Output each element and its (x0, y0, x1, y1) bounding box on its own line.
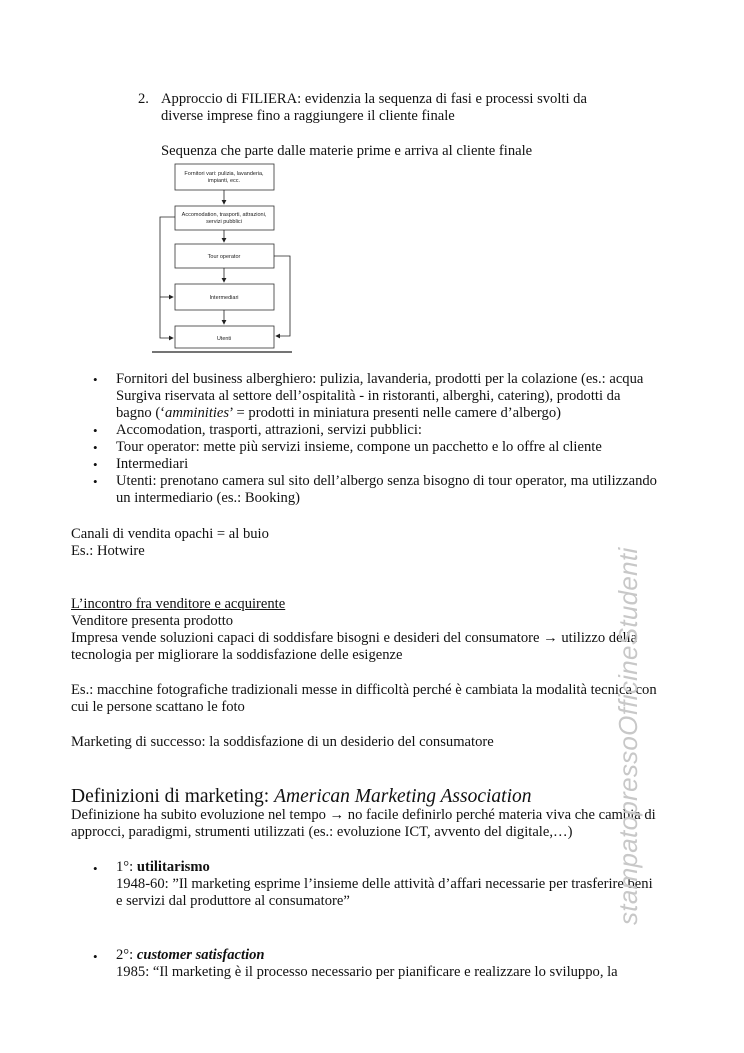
bullet-icon: • (93, 474, 98, 489)
list-number: 2. (138, 91, 149, 107)
diagram-caption: Sequenza che parte dalle materie prime e arriva al cliente finale (161, 143, 533, 159)
watermark (614, 540, 654, 925)
diagram-box-accomodation (175, 206, 274, 230)
list-item: • Fornitori del business alberghiero: pulizia, lavanderia, prodotti per la colazione (es.: acqua Surgiva riservata al settore dell’ospitalità - in ristoranti, alberghi, catering), prodotti da bagno (‘amminities’ = prodotti in miniatura presenti nelle camere d’albergo) (93, 371, 644, 421)
canali-line-1: Canali di vendita opachi = al buio (71, 526, 269, 542)
def1-title: 1°: utilitarismo (116, 859, 210, 875)
bullet-icon: • (93, 372, 98, 387)
section-line-1: Approccio di FILIERA: evidenzia la sequenza di fasi e processi svolti da (161, 91, 587, 107)
supply-chain-bullets (93, 371, 657, 507)
section-line-2: diverse imprese fino a raggiungere il cliente finale (161, 108, 455, 124)
def1-line-2: e servizi dal produttore al consumatore” (116, 893, 350, 909)
def2-line-1: 1985: “Il marketing è il processo necessario per pianificare e realizzare lo sviluppo, la (116, 964, 618, 980)
diagram-box-fornitori-label-1: Fornitori vari: pulizia, lavanderia, (184, 171, 264, 177)
diagram-box-accomodation-label-2: servizi pubblici (206, 219, 242, 225)
list-item: • Utenti: prenotano camera sul sito dell’albergo senza bisogno di tour operator, ma utilizzando un intermediario (es.: Booking) (93, 473, 657, 506)
bullet-icon: • (93, 949, 98, 964)
definizioni-line-2: approcci, paradigmi, strumenti utilizzati (es.: evoluzione ICT, avvento del digitale,…) (71, 824, 573, 840)
supply-chain-diagram (152, 160, 297, 355)
diagram-box-fornitori (175, 164, 274, 190)
diagram-box-fornitori-label-2: impianti, ecc. (207, 178, 241, 184)
incontro-heading: L’incontro fra venditore e acquirente (71, 596, 286, 612)
bullet-icon: • (93, 457, 98, 472)
watermark-text: stampatopressoOfficineStudenti (613, 547, 643, 925)
diagram-box-tour-operator-label: Tour operator (207, 254, 241, 260)
def1-line-1: 1948-60: ”Il marketing esprime l’insieme delle attività d’affari necessarie per trasferire beni (116, 876, 653, 892)
diagram-box-utenti-label: Utenti (216, 336, 232, 342)
marketing-successo: Marketing di successo: la soddisfazione di un desiderio del consumatore (71, 734, 494, 750)
bullet-icon: • (93, 423, 98, 438)
canali-line-2: Es.: Hotwire (71, 543, 145, 559)
list-item: • Tour operator: mette più servizi insieme, compone un pacchetto e lo offre al cliente (93, 439, 602, 455)
definizioni-line-1: Definizione ha subito evoluzione nel tempo → no facile definirlo perché materia viva che cambia di (71, 807, 656, 823)
definizioni-heading: Definizioni di marketing: American Marketing Association (71, 786, 532, 807)
diagram-box-accomodation-label-1: Accomodation, trasporti, attrazioni, (181, 212, 267, 218)
incontro-line-3: tecnologia per migliorare la soddisfazione delle esigenze (71, 647, 403, 663)
bullet-icon: • (93, 440, 98, 455)
diagram-box-intermediari-label: Intermediari (209, 295, 239, 301)
esempio-line-1: Es.: macchine fotografiche tradizionali messe in difficoltà perché è cambiata la modalità tecnica con (71, 682, 657, 698)
incontro-line-2: Impresa vende soluzioni capaci di soddisfare bisogni e desideri del consumatore → utilizzo della (71, 630, 638, 646)
def2-title: 2°: customer satisfaction (116, 947, 265, 963)
esempio-line-2: cui le persone scattano le foto (71, 699, 245, 715)
list-item: • Accomodation, trasporti, attrazioni, servizi pubblici: (93, 422, 422, 438)
incontro-line-1: Venditore presenta prodotto (71, 613, 234, 629)
bullet-icon: • (93, 861, 98, 876)
list-item: • Intermediari (93, 456, 189, 472)
